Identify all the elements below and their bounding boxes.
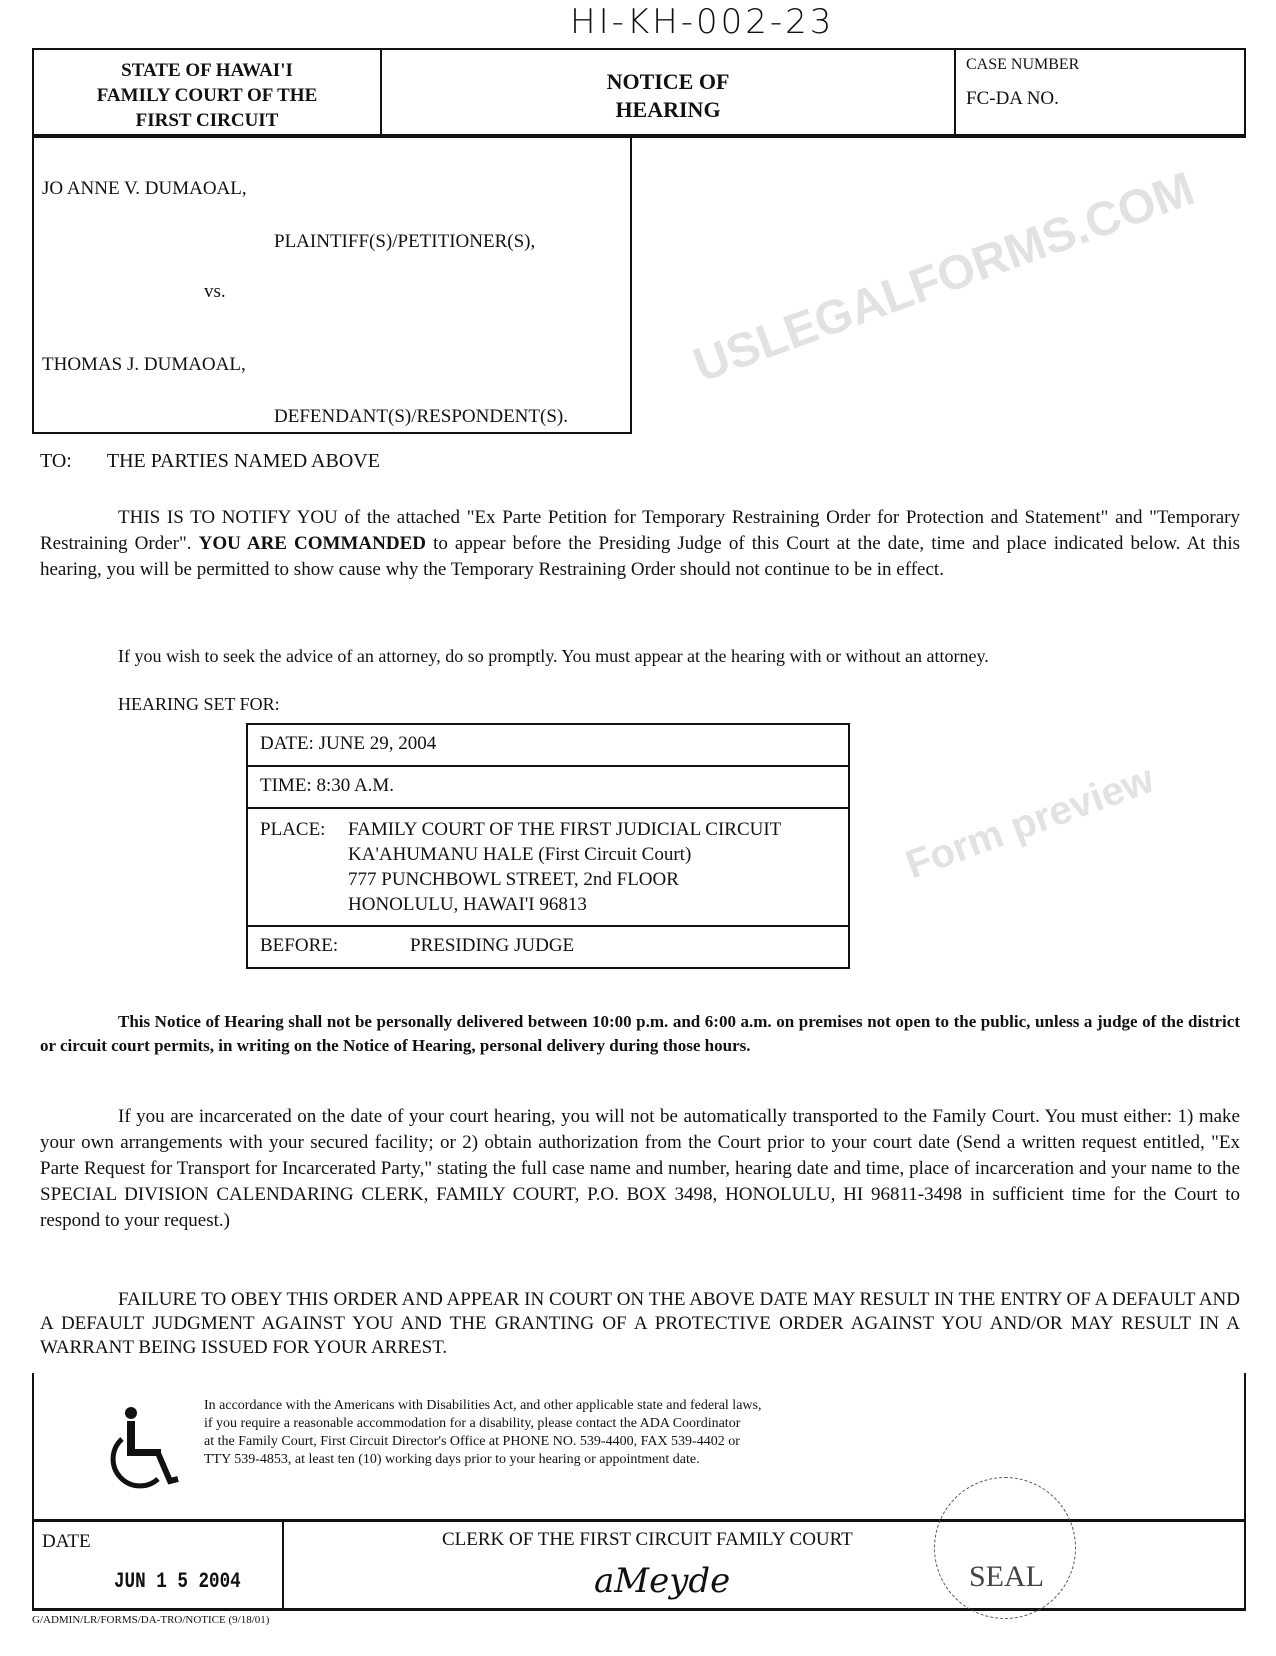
case-number-prefix: FC-DA NO. bbox=[966, 88, 1059, 109]
failure-warning-paragraph: FAILURE TO OBEY THIS ORDER AND APPEAR IN COURT ON THE ABOVE DATE MAY RESULT IN THE ENTRY OF A DEFAULT AND A DEFAULT JUDGMENT AGAINST YOU AND THE GRANTING OF A PROTECTIVE ORDER AGAINST YOU AND/OR MAY RESULT IN A WARRANT BEING ISSUED FOR YOUR ARREST. bbox=[40, 1289, 1240, 1358]
court-line: FIRST CIRCUIT bbox=[135, 110, 279, 131]
date-label: DATE bbox=[42, 1531, 91, 1552]
parties-box bbox=[32, 136, 632, 434]
notify-paragraph bbox=[40, 505, 1240, 583]
case-number-cell bbox=[956, 50, 1244, 134]
place-line: HONOLULU, HAWAI'I 96813 bbox=[348, 894, 587, 915]
defendant-role: DEFENDANT(S)/RESPONDENT(S). bbox=[274, 406, 568, 427]
place-line: 777 PUNCHBOWL STREET, 2nd FLOOR bbox=[348, 869, 679, 890]
case-number-label: CASE NUMBER bbox=[966, 56, 1080, 73]
hearing-set-for-label: HEARING SET FOR: bbox=[118, 694, 280, 714]
caption-header bbox=[32, 48, 1246, 138]
hearing-date: DATE: JUNE 29, 2004 bbox=[248, 725, 848, 767]
hearing-time: TIME: 8:30 A.M. bbox=[248, 767, 848, 809]
ada-notice bbox=[204, 1397, 761, 1469]
place-line: KA'AHUMANU HALE (First Circuit Court) bbox=[348, 844, 692, 865]
court-name bbox=[34, 50, 382, 134]
place-label: PLACE: bbox=[260, 819, 326, 840]
notify-text-2: to appear before the Presiding Judge of this Court at the date, time and place indicated below. At this hearing, you will be permitted to show cause why the Temporary Restraining Order should not continue to be in effect. bbox=[40, 533, 1240, 580]
defendant-name: THOMAS J. DUMAOAL, bbox=[42, 354, 246, 375]
to-label: TO: bbox=[40, 450, 72, 472]
delivery-restriction-paragraph: This Notice of Hearing shall not be personally delivered between 10:00 p.m. and 6:00 a.m. on premises not open to the public, unless a judge of the district or circuit court permits, in writing on the Notice of Hearing, personal delivery during those hours. bbox=[40, 1012, 1240, 1055]
ada-line: at the Family Court, First Circuit Director's Office at PHONE NO. 539-4400, FAX 539-4402 or bbox=[204, 1434, 740, 1449]
watermark: Form preview bbox=[900, 756, 1160, 888]
divider bbox=[282, 1521, 284, 1609]
form-code: G/ADMIN/LR/FORMS/DA-TRO/NOTICE (9/18/01) bbox=[32, 1614, 270, 1626]
hearing-place bbox=[248, 809, 848, 927]
clerk-signature: aMeyde bbox=[594, 1561, 731, 1601]
ada-line: In accordance with the Americans with Disabilities Act, and other applicable state and federal laws, bbox=[204, 1398, 762, 1413]
seal-text: SEAL bbox=[969, 1560, 1044, 1593]
clerk-label: CLERK OF THE FIRST CIRCUIT FAMILY COURT bbox=[442, 1529, 853, 1550]
court-line: STATE OF HAWAI'I bbox=[121, 60, 293, 81]
hearing-details-box bbox=[246, 723, 850, 969]
title-line: HEARING bbox=[615, 97, 721, 122]
signature-block bbox=[32, 1373, 1246, 1611]
document-title bbox=[382, 50, 956, 134]
incarcerated-paragraph: If you are incarcerated on the date of your court hearing, you will not be automatically transported to the Family Court. You must either: 1) make your own arrangements with your secured facility; or 2) obtain authorization from the Court prior to your court date (Send a written request entitled, "Ex Parte Request for Transport for Incarcerated Party," stating the full case name and number, hearing date and time, place of incarceration and your name to the SPECIAL DIVISION CALENDARING CLERK, FAMILY COURT, P.O. BOX 3498, HONOLULU, HI 96811-3498 in sufficient time for the Court to respond to your request.) bbox=[40, 1106, 1240, 1231]
before-value: PRESIDING JUDGE bbox=[410, 935, 575, 956]
before-label: BEFORE: bbox=[260, 935, 339, 956]
commanded-text: YOU ARE COMMANDED bbox=[198, 533, 426, 554]
date-stamp: JUN 1 5 2004 bbox=[114, 1569, 241, 1594]
to-value: THE PARTIES NAMED ABOVE bbox=[106, 450, 380, 472]
hearing-before bbox=[248, 927, 848, 967]
place-line: FAMILY COURT OF THE FIRST JUDICIAL CIRCUIT bbox=[348, 819, 782, 840]
versus-label: vs. bbox=[204, 281, 226, 302]
wheelchair-accessibility-icon bbox=[96, 1405, 216, 1495]
handwritten-case-number: HI-KH-002-23 bbox=[570, 2, 835, 42]
plaintiff-role: PLAINTIFF(S)/PETITIONER(S), bbox=[274, 231, 536, 252]
title-line: NOTICE OF bbox=[606, 69, 730, 94]
court-line: FAMILY COURT OF THE bbox=[96, 85, 318, 106]
ada-line: if you require a reasonable accommodation for a disability, please contact the ADA Coordinator bbox=[204, 1416, 741, 1431]
court-seal bbox=[934, 1477, 1076, 1619]
notify-text: THIS IS TO NOTIFY YOU of the attached "Ex Parte Petition for Temporary Restraining Order for Protection and Statement" and "Temporary Restraining Order". bbox=[40, 507, 1240, 554]
watermark: USLEGALFORMS.COM bbox=[686, 162, 1202, 393]
to-line bbox=[40, 450, 380, 473]
plaintiff-name: JO ANNE V. DUMAOAL, bbox=[42, 178, 247, 199]
attorney-paragraph: If you wish to seek the advice of an attorney, do so promptly. You must appear at the hearing with or without an attorney. bbox=[118, 646, 989, 666]
ada-line: TTY 539-4853, at least ten (10) working days prior to your hearing or appointment date. bbox=[204, 1452, 700, 1467]
